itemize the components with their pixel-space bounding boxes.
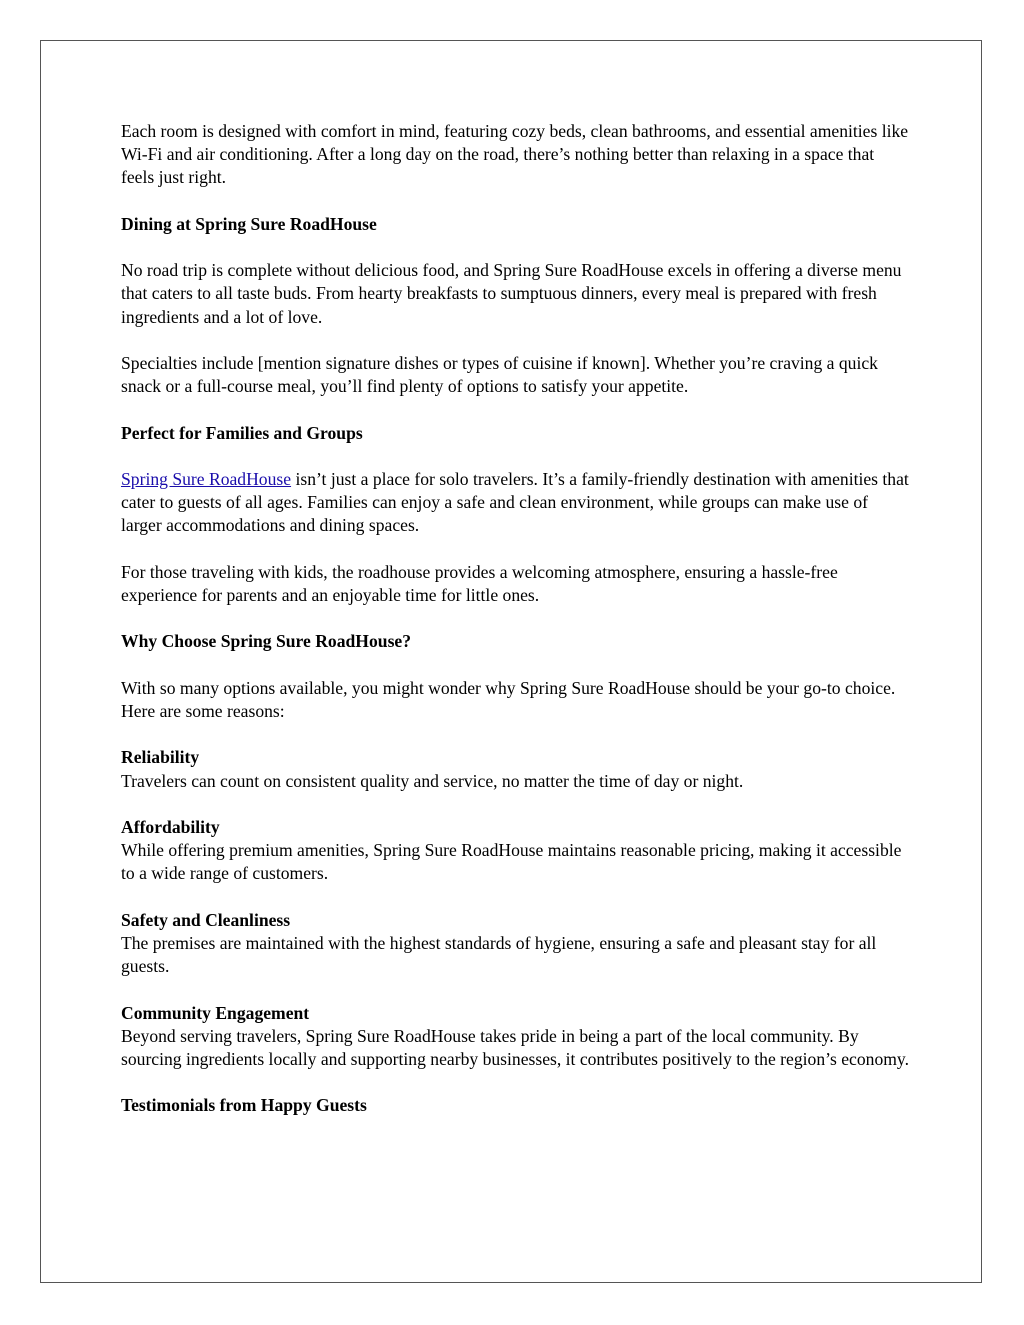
families-paragraph-1 [121,468,911,538]
families-paragraph-2: For those traveling with kids, the roadhouse provides a welcoming atmosphere, ensuring a hassle-free experience for parents and an enjoyable time for little ones. [121,561,838,605]
reason-community-engagement [121,1002,911,1072]
reason-title: Safety and Cleanliness [121,909,291,930]
reason-text: The premises are maintained with the highest standards of hygiene, ensuring a safe and pleasant stay for all guests. [121,932,877,977]
dining-paragraph-1: No road trip is complete without delicious food, and Spring Sure RoadHouse excels in offering a diverse menu that caters to all taste buds. From hearty breakfasts to sumptuous dinners, every meal is prepared with fresh ingredients and a lot of love. [121,260,902,327]
reason-title: Affordability [121,816,220,837]
reason-safety-cleanliness [121,909,911,979]
why-choose-heading: Why Choose Spring Sure RoadHouse? [121,631,412,652]
why-choose-paragraph: With so many options available, you might wonder why Spring Sure RoadHouse should be your go-to choice. Here are some reasons: [121,677,896,721]
reason-text: Travelers can count on consistent quality and service, no matter the time of day or night. [121,770,744,791]
testimonials-heading: Testimonials from Happy Guests [121,1095,367,1116]
document-body [121,120,911,1141]
reason-text: While offering premium amenities, Spring Sure RoadHouse maintains reasonable pricing, making it accessible to a wide range of customers. [121,840,902,884]
reason-text: Beyond serving travelers, Spring Sure RoadHouse takes pride in being a part of the local community. By sourcing ingredients locally and supporting nearby businesses, it contributes positively to the region’s economy. [121,1025,909,1069]
dining-heading: Dining at Spring Sure RoadHouse [121,213,377,234]
families-paragraph-1-text: isn’t just a place for solo travelers. It’s a family-friendly destination with amenities that cater to guests of all ages. Families can enjoy a safe and clean environment, while groups can make use of larger accommodations and dining spaces. [121,468,909,536]
spring-sure-roadhouse-link[interactable]: Spring Sure RoadHouse [121,468,292,489]
reason-title: Community Engagement [121,1002,310,1023]
reason-reliability [121,746,911,792]
reason-title: Reliability [121,747,200,768]
families-heading: Perfect for Families and Groups [121,422,363,443]
dining-paragraph-2: Specialties include [mention signature dishes or types of cuisine if known]. Whether you’re craving a quick snack or a full-course meal, you’ll find plenty of options to satisfy your appetite. [121,352,878,397]
intro-paragraph: Each room is designed with comfort in mind, featuring cozy beds, clean bathrooms, and essential amenities like Wi-Fi and air conditioning. After a long day on the road, there’s nothing better than relaxing in a space that feels just right. [121,121,909,188]
reason-affordability [121,816,911,886]
